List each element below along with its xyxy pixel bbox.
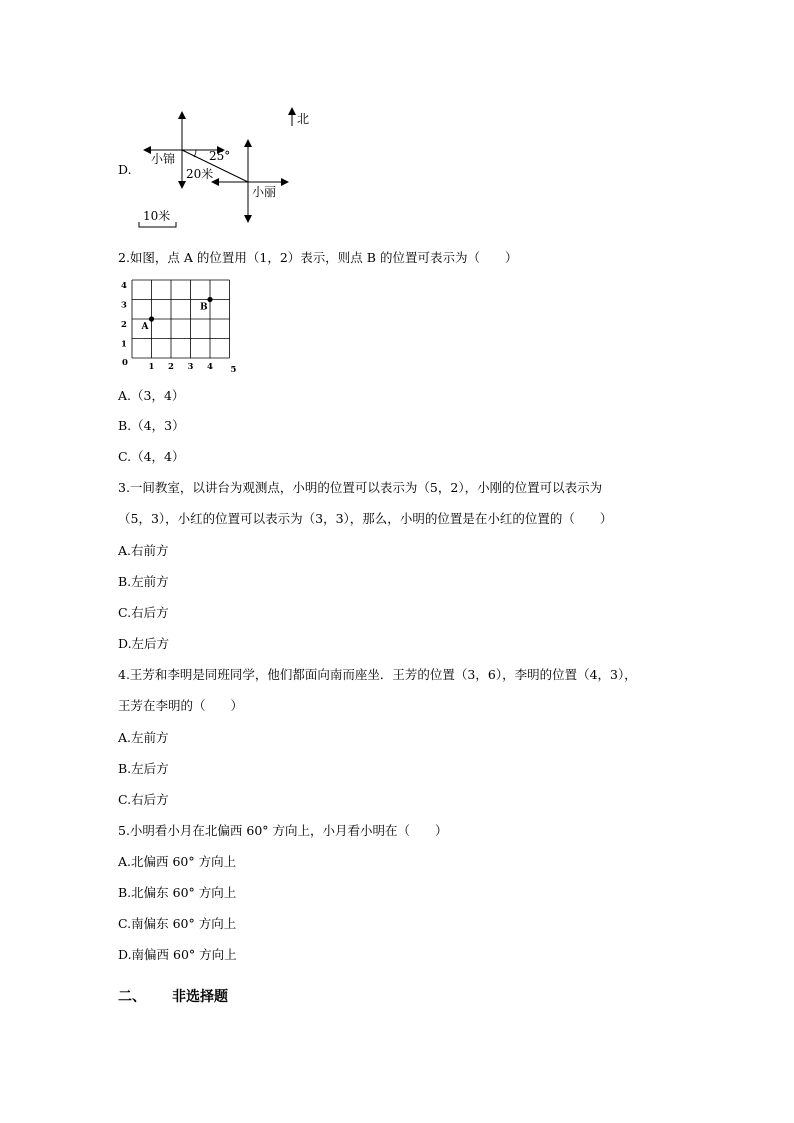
distance-label: 20米	[186, 167, 214, 181]
q3-stem-line1: 3.一间教室，以讲台为观测点，小明的位置可以表示为（5，2），小刚的位置可以表示为	[118, 480, 603, 495]
q5-option-b: B.北偏东 60° 方向上	[118, 885, 237, 900]
q5-stem: 5.小明看小月在北偏西 60° 方向上，小月看小明在（ ）	[118, 823, 448, 838]
x-tick-label: 2	[168, 362, 174, 372]
q2-option-c: C.（4，4）	[118, 449, 185, 464]
q3-stem-line2: （5，3），小红的位置可以表示为（3，3），那么，小明的位置是在小红的位置的（ ）	[118, 511, 613, 526]
north-label: 北	[297, 112, 310, 126]
angle-label: 25°	[209, 149, 231, 163]
x-tick-label: 4	[207, 362, 213, 372]
origin-label: 0	[122, 358, 128, 368]
y-tick-label: 3	[121, 300, 127, 311]
q2-stem: 2.如图，点 A 的位置用（1，2）表示，则点 B 的位置可表示为（ ）	[118, 250, 518, 265]
right-person-label: 小丽	[252, 185, 277, 199]
q1-direction-diagram	[130, 100, 370, 230]
q2-option-a: A.（3，4）	[118, 388, 185, 403]
q4-option-c: C.右后方	[118, 792, 169, 807]
grid-tick-labels	[121, 281, 237, 375]
grid-lines	[132, 280, 230, 358]
y-tick-label: 1	[121, 339, 127, 350]
y-tick-label: 4	[121, 281, 127, 291]
angle-arc	[194, 150, 196, 157]
x-tick-label: 3	[187, 362, 194, 372]
point-label-b: B	[200, 302, 208, 313]
q5-option-a: A.北偏西 60° 方向上	[118, 854, 237, 869]
point-b	[207, 297, 212, 302]
y-tick-label: 2	[121, 320, 127, 330]
q4-stem-line1: 4.王芳和李明是同班同学，他们都面向南而座坐．王芳的位置（3，6），李明的位置（4，3），	[118, 667, 637, 682]
q1-option-d-label: D.	[118, 162, 132, 177]
q4-option-a: A.左前方	[118, 730, 169, 745]
x-tick-label: 5	[230, 365, 237, 375]
q5-option-d: D.南偏西 60° 方向上	[118, 947, 237, 962]
section2-title: 非选择题	[172, 989, 228, 1005]
point-a	[149, 316, 154, 321]
section2-number: 二、	[118, 989, 146, 1005]
q3-option-a: A.右前方	[118, 543, 169, 558]
q3-option-b: B.左前方	[118, 574, 169, 589]
q2-grid-chart	[118, 276, 238, 376]
left-person-label: 小锦	[151, 152, 176, 166]
q4-option-b: B.左后方	[118, 761, 169, 776]
q3-option-d: D.左后方	[118, 636, 170, 651]
x-tick-label: 1	[148, 362, 155, 372]
point-label-a: A	[141, 322, 149, 332]
q4-stem-line2: 王芳在李明的（ ）	[118, 698, 244, 713]
q3-option-c: C.右后方	[118, 605, 169, 620]
scale-label: 10米	[143, 209, 171, 223]
q5-option-c: C.南偏东 60° 方向上	[118, 916, 237, 931]
q2-option-b: B.（4，3）	[118, 418, 185, 433]
